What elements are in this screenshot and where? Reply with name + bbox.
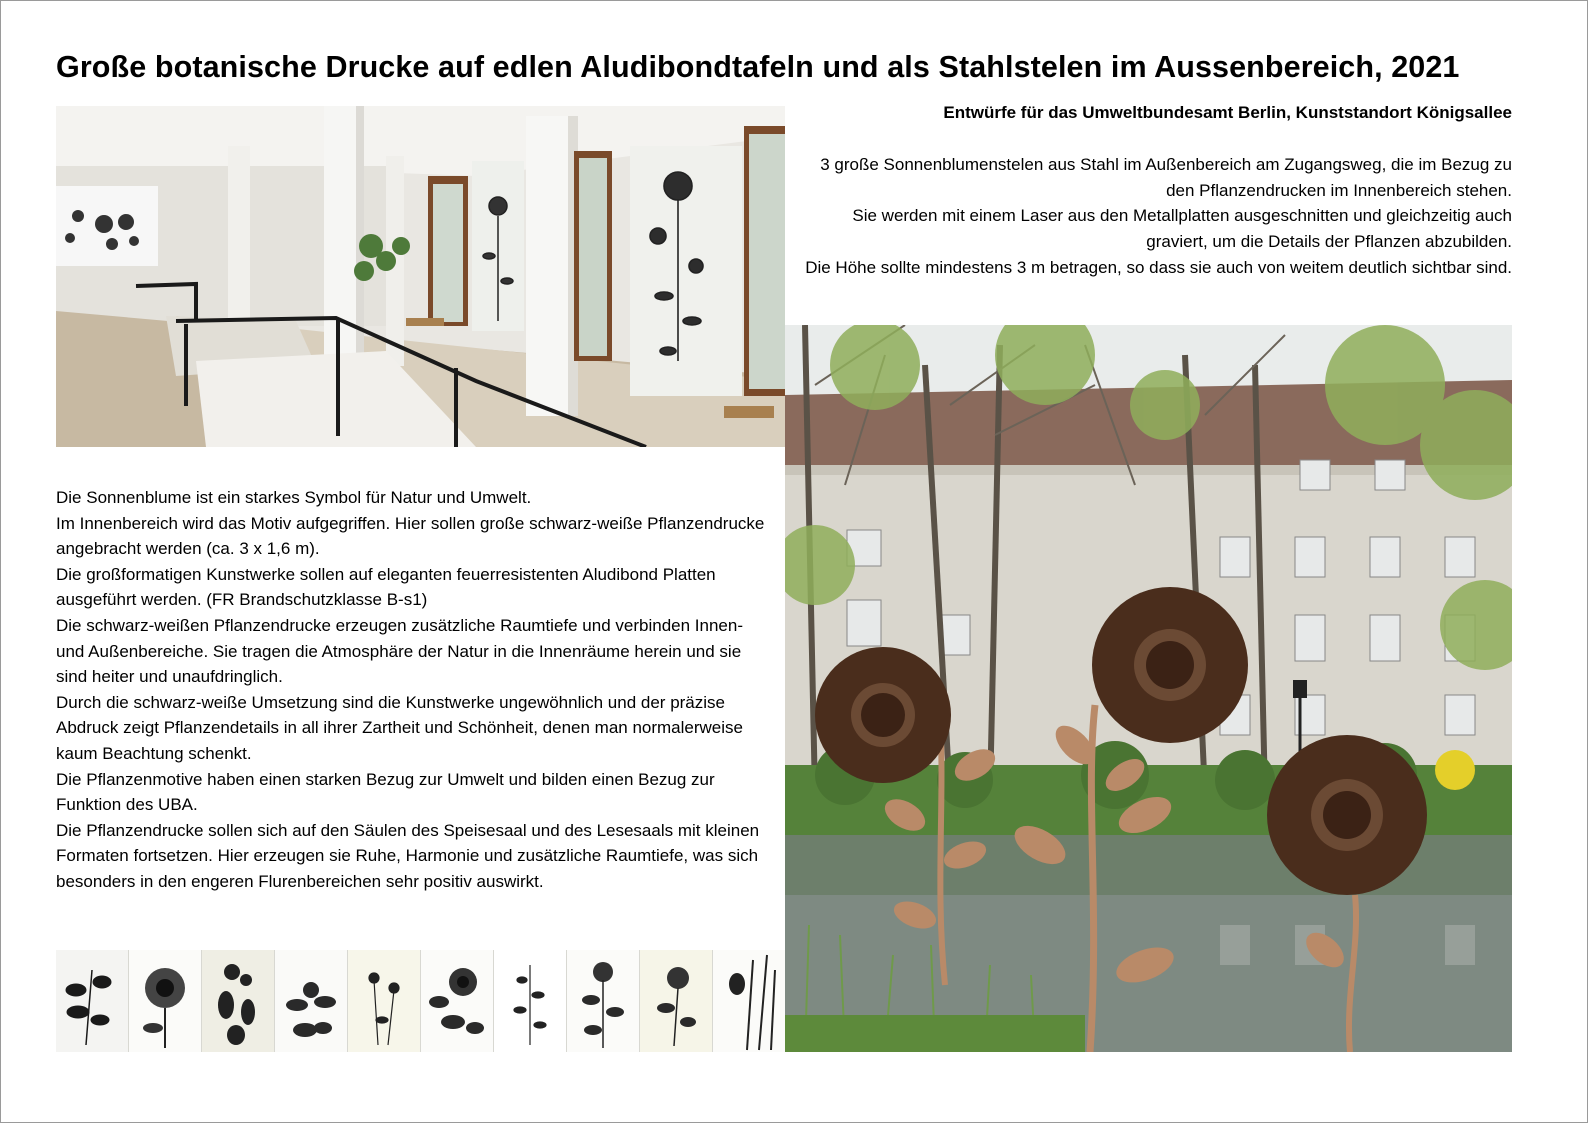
thumbnail-print <box>494 950 567 1052</box>
outdoor-paragraph: Sie werden mit einem Laser aus den Metallplatten ausgeschnitten und gleichzeitig auch graviert, um die Details der Pflanzen abzubilden. <box>852 206 1512 252</box>
thumbnail-print <box>129 950 202 1052</box>
interior-hall-photo <box>56 106 785 447</box>
indoor-description <box>56 485 776 895</box>
botanical-prints-thumbnail-strip <box>56 950 785 1052</box>
outdoor-description <box>792 152 1512 281</box>
outdoor-paragraph: Die Höhe sollte mindestens 3 m betragen, so dass sie auch von weitem deutlich sichtbar sind. <box>805 257 1512 277</box>
outdoor-sunflower-steles-photo <box>785 325 1512 1052</box>
thumbnail-print <box>640 950 713 1052</box>
indoor-paragraph: Die Pflanzendrucke sollen sich auf den Säulen des Speisesaal und des Lesesaals mit kleinen Formaten fortsetzen. Hier erzeugen sie Ruhe, Harmonie und zusätzliche Raumtiefe, was sich besonders in den engeren Flurenbereichen sehr positiv auswirkt. <box>56 820 760 891</box>
page-title: Große botanische Drucke auf edlen Aludibondtafeln und als Stahlstelen im Aussenbereich, 2021 <box>56 50 1460 84</box>
indoor-paragraph: Die großformatigen Kunstwerke sollen auf eleganten feuerresistenten Aludibond Platten ausgeführt werden. (FR Brandschutzklasse B-s1) <box>56 564 716 610</box>
outdoor-paragraph: 3 große Sonnenblumenstelen aus Stahl im Außenbereich am Zugangsweg, die im Bezug zu den Pflanzendrucken im Innenbereich stehen. <box>820 155 1512 200</box>
thumbnail-print <box>713 950 785 1052</box>
indoor-paragraph: Die schwarz-weißen Pflanzendrucke erzeugen zusätzliche Raumtiefe und verbinden Innen- und Außenbereiche. Sie tragen die Atmosphäre der Natur in die Innenräume herein und sie sind heiter und unaufdringlich. <box>56 615 743 687</box>
thumbnail-print <box>202 950 275 1052</box>
indoor-paragraph: Die Pflanzenmotive haben einen starken Bezug zur Umwelt und bilden einen Bezug zur Funktion des UBA. <box>56 769 715 815</box>
thumbnail-print <box>421 950 494 1052</box>
thumbnail-print <box>275 950 348 1052</box>
indoor-paragraph: Durch die schwarz-weiße Umsetzung sind die Kunstwerke ungewöhnlich und der präzise Abdruck zeigt Pflanzendetails in all ihrer Zartheit und Schönheit, denen man normalerweise kaum Beachtung schenkt. <box>56 692 743 763</box>
indoor-paragraph: Im Innenbereich wird das Motiv aufgegriffen. Hier sollen große schwarz-weiße Pflanzendrucke angebracht werden (ca. 3 x 1,6 m). <box>56 513 765 559</box>
indoor-paragraph: Die Sonnenblume ist ein starkes Symbol für Natur und Umwelt. <box>56 488 532 507</box>
thumbnail-print <box>567 950 640 1052</box>
thumbnail-print <box>56 950 129 1052</box>
page-subtitle: Entwürfe für das Umweltbundesamt Berlin, Kunststandort Königsallee <box>943 103 1512 122</box>
thumbnail-print <box>348 950 421 1052</box>
